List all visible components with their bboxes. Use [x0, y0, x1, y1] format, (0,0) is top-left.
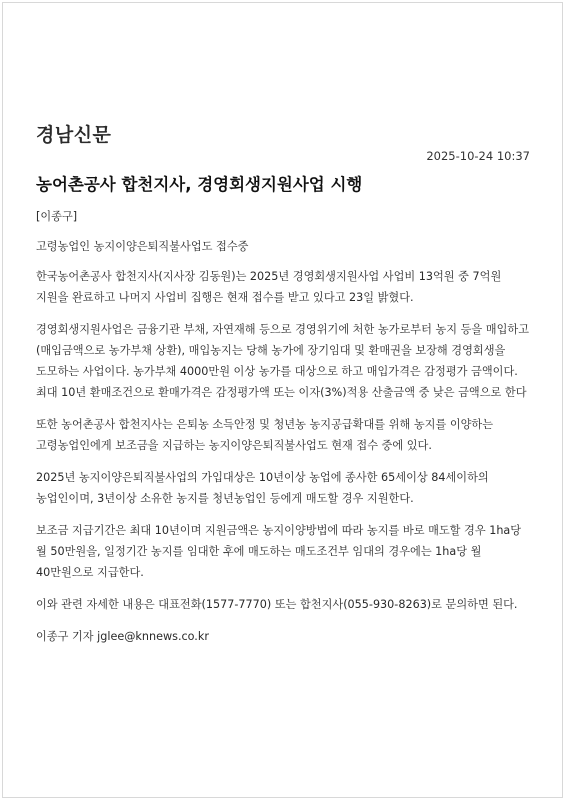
publish-date: 2025-10-24 10:37: [426, 149, 530, 163]
reporter-byline: 이종구 기자 jglee@knnews.co.kr: [36, 630, 209, 643]
paragraph-6: 이와 관련 자세한 내용은 대표전화(1577-7770) 또는 합천지사(055-930-8263)로 문의하면 된다.: [36, 598, 518, 611]
article-body: [36, 206, 534, 658]
paragraph-1: 한국농어촌공사 합천지사(지사장 김동원)는 2025년 경영회생지원사업 사업비 13억원 중 7억원 지원을 완료하고 나머지 사업비 집행은 현재 접수를 받고 있다고 23일 밝혔다.: [36, 270, 502, 304]
paragraph-2: 경영회생지원사업은 금융기관 부채, 자연재해 등으로 경영위기에 처한 농가로부터 농지 등을 매입하고(매입금액으로 농가부채 상환), 매입농지는 당해 농가에 장기임대 및 환매권을 보장해 경영회생을 도모하는 사업이다. 농가부채 4000만원 이상 농가를 대상으로 하고 매입가격은 감정평가 금액이다. 최대 10년 환매조건으로 환매가격은 감정평가액 또는 이자(3%)적용 산출금액 중 낮은 금액으로 한다: [36, 323, 530, 399]
byline: [이종구]: [36, 210, 78, 223]
paragraph-5: 보조금 지급기간은 최대 10년이며 지원금액은 농지이양방법에 따라 농지를 바로 매도할 경우 1ha당 월 50만원을, 일정기간 농지를 임대한 후에 매도하는 매도조건부 임대의 경우에는 1ha당 월 40만원으로 지급한다.: [36, 524, 522, 579]
publication-name: 경남신문: [36, 124, 112, 146]
paragraph-4: 2025년 농지이양은퇴직불사업의 가입대상은 10년이상 농업에 종사한 65세이상 84세이하의 농업인이며, 3년이상 소유한 농지를 청년농업인 등에게 매도할 경우 지원한다.: [36, 471, 489, 505]
subheading: 고령농업인 농지이양은퇴직불사업도 접수중: [36, 240, 249, 253]
article-headline: 농어촌공사 합천지사, 경영회생지원사업 시행: [36, 175, 363, 194]
paragraph-3: 또한 농어촌공사 합천지사는 은퇴농 소득안정 및 청년농 농지공급확대를 위해 농지를 이양하는 고령농업인에게 보조금을 지급하는 농지이양은퇴직불사업도 현재 접수 중에 있다.: [36, 418, 494, 452]
